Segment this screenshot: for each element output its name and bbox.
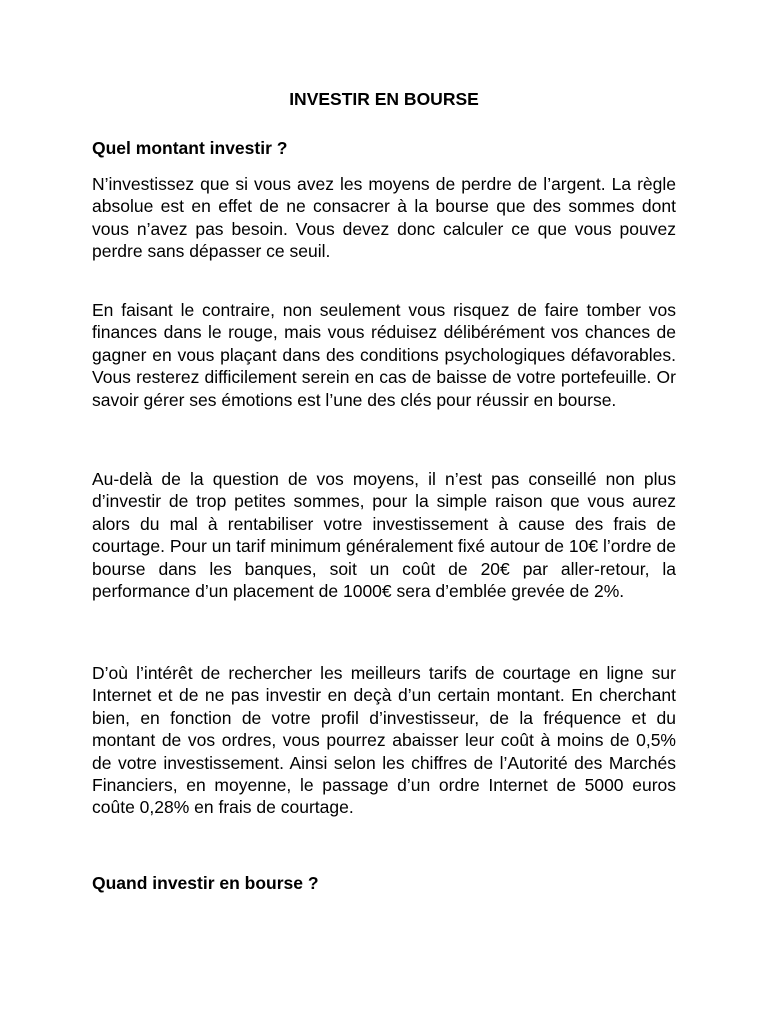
document-title: INVESTIR EN BOURSE <box>289 89 479 109</box>
section-heading-when: Quand investir en bourse ? <box>92 873 319 893</box>
paragraph: N’investissez que si vous avez les moyens de perdre de l’argent. La règle absolue est en effet de ne consacrer à la bourse que des sommes dont vous n’avez pas besoin. Vous devez donc calculer ce que vous pouvez perdre sans dépasser ce seuil. <box>92 174 676 262</box>
paragraph: Au-delà de la question de vos moyens, il n’est pas conseillé non plus d’investir de trop petites sommes, pour la simple raison que vous aurez alors du mal à rentabiliser votre investissement à cause des frais de courtage. Pour un tarif minimum généralement fixé autour de 10€ l’ordre de bourse dans les banques, soit un coût de 20€ par aller-retour, la performance d’un placement de 1000€ sera d’emblée grevée de 2%. <box>92 469 676 602</box>
section-heading-amount: Quel montant investir ? <box>92 138 288 158</box>
paragraph: D’où l’intérêt de rechercher les meilleurs tarifs de courtage en ligne sur Internet et de ne pas investir en deçà d’un certain montant. En cherchant bien, en fonction de votre profil d’investisseur, de la fréquence et du montant de vos ordres, vous pourrez abaisser leur coût à moins de 0,5% de votre investissement. Ainsi selon les chiffres de l’Autorité des Marchés Financiers, en moyenne, le passage d’un ordre Internet de 5000 euros coûte 0,28% en frais de courtage. <box>92 663 676 818</box>
paragraph: En faisant le contraire, non seulement vous risquez de faire tomber vos finances dans le rouge, mais vous réduisez délibérément vos chances de gagner en vous plaçant dans des conditions psychologiques défavorables. Vous resterez difficilement serein en cas de baisse de votre portefeuille. Or savoir gérer ses émotions est l’une des clés pour réussir en bourse. <box>92 300 676 410</box>
